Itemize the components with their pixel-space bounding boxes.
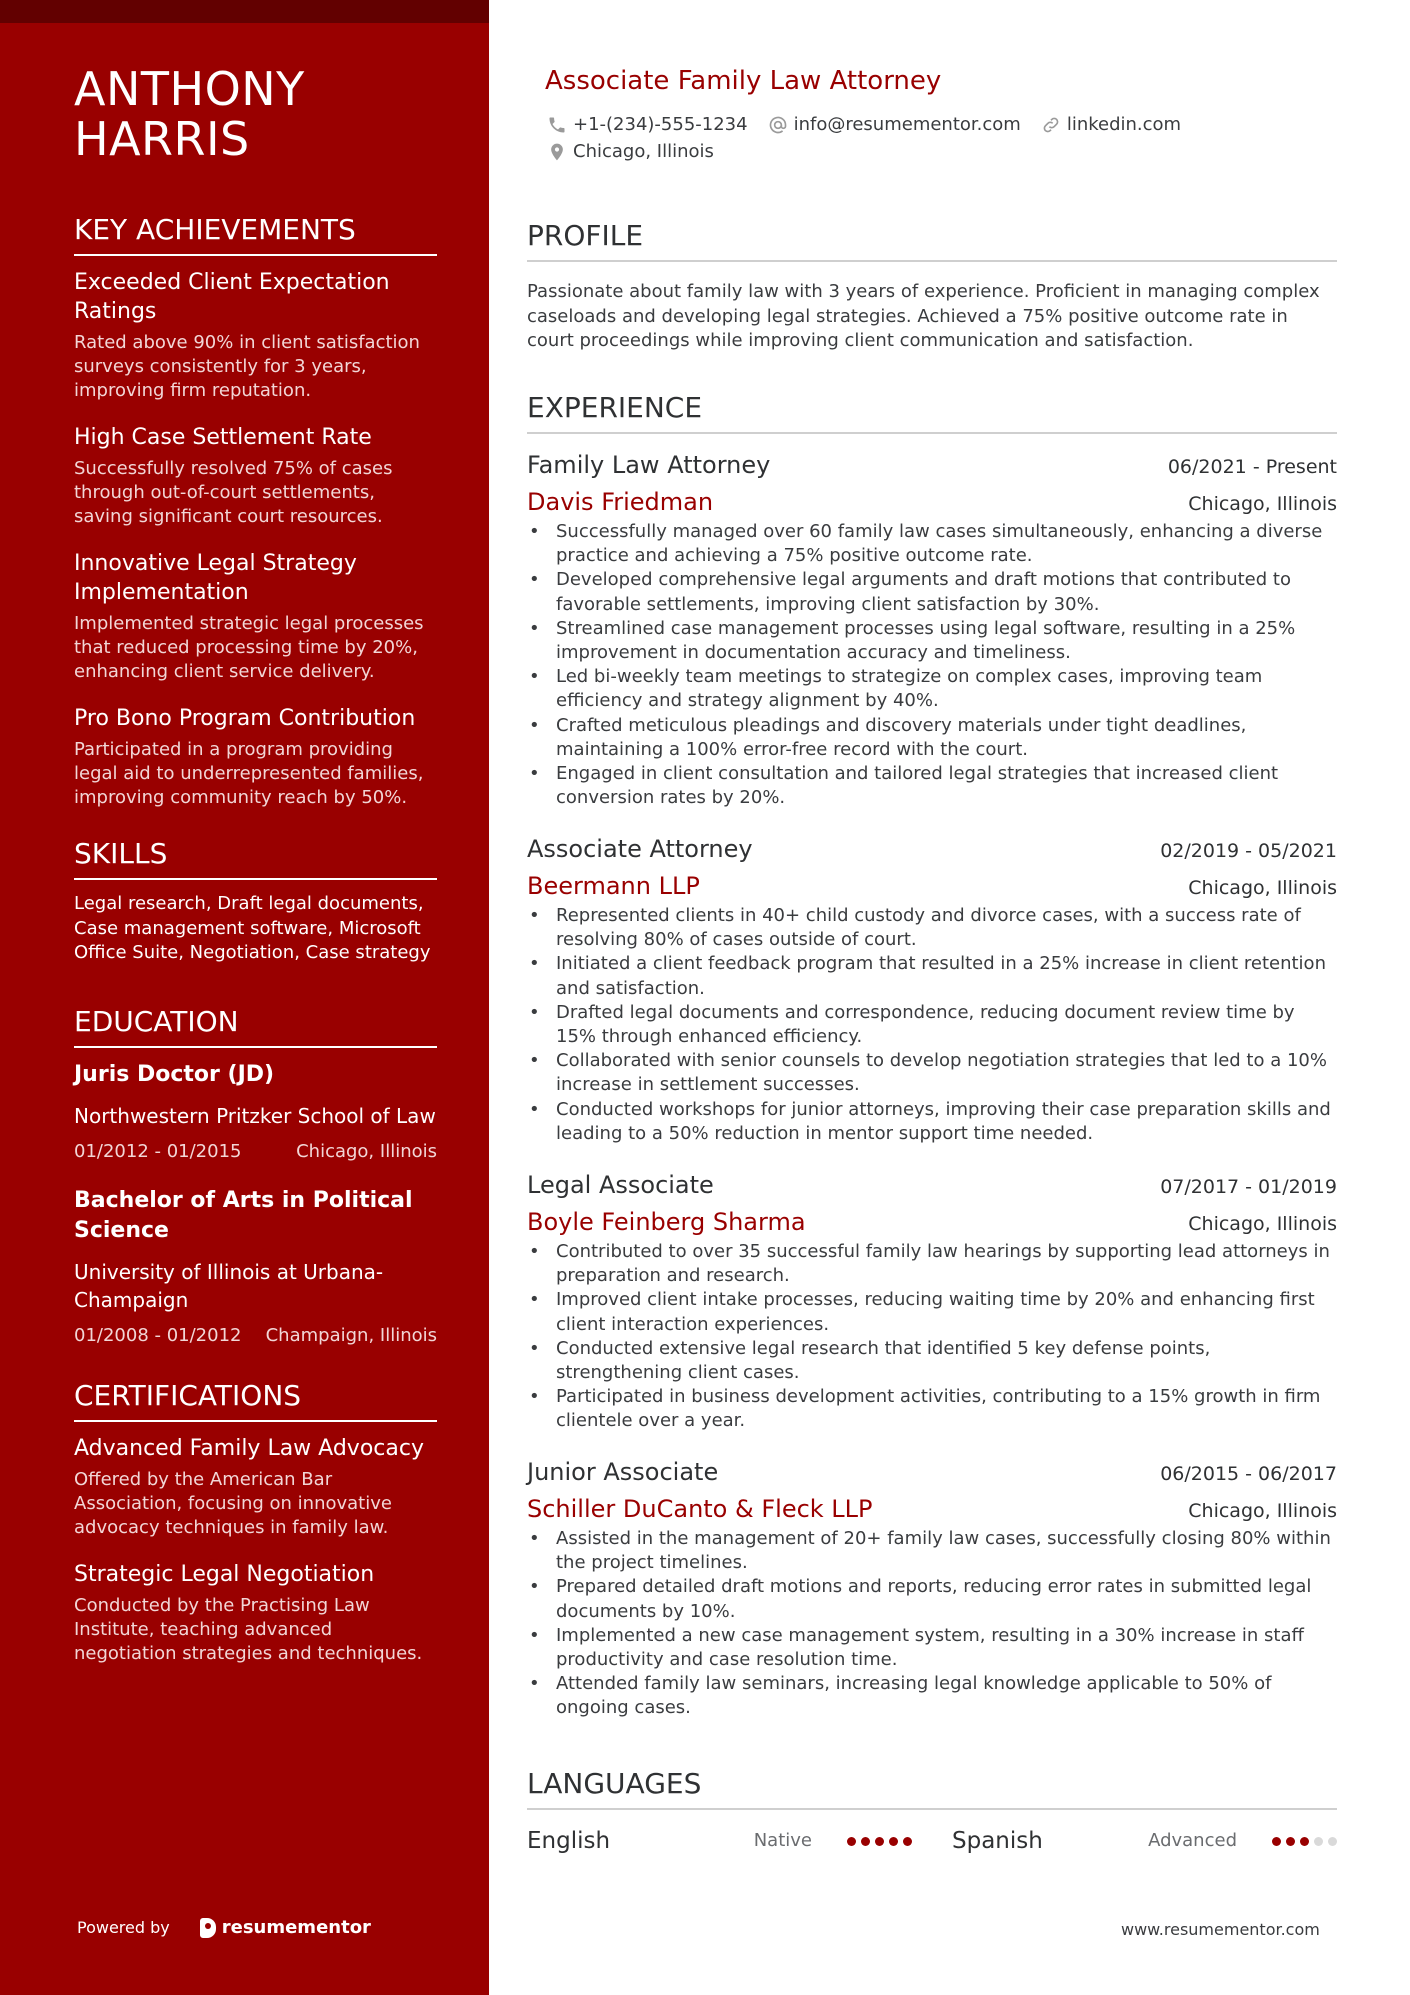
powered-by-label: Powered by — [77, 1918, 170, 1937]
achievement-desc: Implemented strategic legal processes that reduced processing time by 20%, enhancing client service delivery. — [74, 613, 424, 682]
education-location: Chicago, Illinois — [296, 1140, 437, 1162]
language-item — [527, 1826, 912, 1856]
language-level: Advanced — [1148, 1830, 1237, 1851]
name-line-1: ANTHONY — [74, 62, 305, 116]
achievement-title: Pro Bono Program Contribution — [74, 706, 416, 731]
education-dates: 01/2012 - 01/2015 — [74, 1140, 242, 1162]
bullet-item: • Drafted legal documents and correspondence, reducing document review time by 15% through enhanced efficiency. — [527, 1001, 1337, 1049]
name-line-2: HARRIS — [74, 112, 250, 166]
languages-row — [527, 1826, 1337, 1856]
rating-dot-filled — [1286, 1837, 1295, 1846]
job-company: Boyle Feinberg Sharma — [527, 1208, 806, 1236]
rating-dot-filled — [889, 1837, 898, 1846]
job-bullets — [527, 1240, 1337, 1434]
job-location: Chicago, Illinois — [1188, 877, 1337, 899]
bullet-item: • Initiated a client feedback program that resulted in a 25% increase in client retention and satisfaction. — [527, 952, 1337, 1000]
location-text: Chicago, Illinois — [573, 141, 714, 162]
certification-title: Advanced Family Law Advocacy — [74, 1435, 424, 1461]
bullet-item: • Contributed to over 35 successful family law hearings by supporting lead attorneys in preparation and research. — [527, 1240, 1337, 1288]
skills-list: Legal research, Draft legal documents, Case management software, Microsoft Office Suite, Negotiation, Case strategy — [74, 893, 431, 963]
phone-icon — [547, 115, 567, 135]
language-name: Spanish — [952, 1828, 1043, 1854]
achievement-item — [74, 423, 437, 529]
contact-phone[interactable] — [547, 113, 748, 137]
job-dates: 06/2021 - Present — [1167, 456, 1337, 478]
bullet-item: • Crafted meticulous pleadings and discovery materials under tight deadlines, maintaining a 100% error-free record with the court. — [527, 714, 1337, 762]
job-dates: 06/2015 - 06/2017 — [1160, 1463, 1337, 1485]
language-item — [952, 1826, 1337, 1856]
bullet-item: • Prepared detailed draft motions and reports, reducing error rates in submitted legal documents by 10%. — [527, 1575, 1337, 1623]
bullet-item: • Collaborated with senior counsels to develop negotiation strategies that led to a 10% increase in settlement successes. — [527, 1049, 1337, 1097]
job-dates: 02/2019 - 05/2021 — [1160, 840, 1337, 862]
profile-heading: PROFILE — [527, 218, 1337, 262]
job-location: Chicago, Illinois — [1188, 493, 1337, 515]
education-meta — [74, 1140, 437, 1164]
achievements-heading: KEY ACHIEVEMENTS — [74, 212, 437, 256]
contact-row-2 — [547, 140, 734, 164]
job-role: Legal Associate — [527, 1171, 714, 1199]
linkedin-text: linkedin.com — [1066, 114, 1182, 135]
certification-desc: Conducted by the Practising Law Institute, teaching advanced negotiation strategies and techniques. — [74, 1594, 423, 1664]
certification-item — [74, 1560, 437, 1666]
job-role: Family Law Attorney — [527, 451, 771, 479]
bullet-item: • Developed comprehensive legal arguments and draft motions that contributed to favorable settlements, improving client satisfaction by 30%. — [527, 568, 1337, 616]
language-rating — [1267, 1837, 1337, 1846]
link-icon — [1041, 115, 1061, 135]
contact-linkedin[interactable] — [1041, 113, 1181, 137]
job-bullets — [527, 904, 1337, 1146]
experience-item — [527, 449, 1337, 810]
bullet-item: • Improved client intake processes, reducing waiting time by 20% and enhancing first client interaction experiences. — [527, 1288, 1337, 1336]
profile-text: Passionate about family law with 3 years of experience. Proficient in managing complex caseloads and developing legal strategies. Achieved a 75% positive outcome rate in court proceedings while improving client communication and satisfaction. — [527, 281, 1320, 351]
achievement-desc: Successfully resolved 75% of cases through out-of-court settlements, saving significant court resources. — [74, 458, 393, 527]
achievement-title: High Case Settlement Rate — [74, 425, 372, 450]
contact-location — [547, 140, 714, 164]
rating-dot-filled — [1272, 1837, 1281, 1846]
contact-row — [547, 113, 1201, 137]
achievement-title: Innovative Legal Strategy Implementation — [74, 551, 357, 605]
certification-item — [74, 1434, 437, 1540]
experience-item — [527, 1169, 1337, 1434]
contact-email[interactable] — [768, 113, 1021, 137]
job-company: Beermann LLP — [527, 872, 700, 900]
at-icon — [768, 115, 788, 135]
education-heading: EDUCATION — [74, 1004, 437, 1048]
bullet-item: • Participated in business development activities, contributing to a 15% growth in firm clientele over a year. — [527, 1385, 1337, 1433]
achievement-desc: Rated above 90% in client satisfaction surveys consistently for 3 years, improving firm reputation. — [74, 332, 420, 401]
education-location: Champaign, Illinois — [265, 1324, 437, 1346]
education-degree: Juris Doctor (JD) — [74, 1061, 275, 1087]
experience-heading: EXPERIENCE — [527, 390, 1337, 434]
certification-title: Strategic Legal Negotiation — [74, 1561, 375, 1587]
rating-dot-filled — [1300, 1837, 1309, 1846]
language-level: Native — [753, 1830, 812, 1851]
job-title: Associate Family Law Attorney — [545, 66, 942, 96]
experience-item — [527, 833, 1337, 1146]
education-item — [74, 1186, 437, 1348]
job-bullets — [527, 1527, 1337, 1721]
job-role: Junior Associate — [527, 1458, 719, 1486]
achievement-desc: Participated in a program providing legal aid to underrepresented families, improving community reach by 50%. — [74, 739, 424, 808]
education-item — [74, 1060, 437, 1164]
education-school: Northwestern Pritzker School of Law — [74, 1103, 436, 1128]
brand-logo[interactable] — [200, 1916, 371, 1940]
certifications-section — [74, 1378, 437, 1666]
skills-heading: SKILLS — [74, 836, 437, 880]
bullet-item: • Conducted extensive legal research that identified 5 key defense points, strengthening client cases. — [527, 1337, 1337, 1385]
sidebar-content — [74, 64, 437, 1686]
rating-dot-filled — [903, 1837, 912, 1846]
footer-url[interactable]: www.resumementor.com — [1121, 1920, 1320, 1939]
job-role: Associate Attorney — [527, 835, 753, 863]
certification-desc: Offered by the American Bar Association, focusing on innovative advocacy techniques in family law. — [74, 1468, 392, 1538]
job-bullets — [527, 520, 1337, 810]
resumementor-logo-icon — [200, 1918, 216, 1938]
bullet-item: • Streamlined case management processes using legal software, resulting in a 25% improvement in documentation accuracy and timeliness. — [527, 617, 1337, 665]
skills-section — [74, 836, 437, 966]
language-name: English — [527, 1828, 611, 1854]
powered-by — [77, 1916, 371, 1940]
bullet-item: • Engaged in client consultation and tailored legal strategies that increased client conversion rates by 20%. — [527, 762, 1337, 810]
location-pin-icon — [547, 142, 567, 162]
education-school: University of Illinois at Urbana-Champaign — [74, 1259, 384, 1312]
phone-text: +1-(234)-555-1234 — [573, 114, 748, 135]
bullet-item: • Successfully managed over 60 family law cases simultaneously, enhancing a diverse practice and achieving a 75% positive outcome rate. — [527, 520, 1337, 568]
experience-item — [527, 1456, 1337, 1721]
bullet-item: • Conducted workshops for junior attorneys, improving their case preparation skills and leading to a 50% reduction in mentor support time needed. — [527, 1098, 1337, 1146]
rating-dot-filled — [875, 1837, 884, 1846]
rating-dot-empty — [1314, 1837, 1323, 1846]
email-text: info@resumementor.com — [793, 114, 1021, 135]
education-degree: Bachelor of Arts in Political Science — [74, 1187, 413, 1243]
bullet-item: • Assisted in the management of 20+ family law cases, successfully closing 80% within the project timelines. — [527, 1527, 1337, 1575]
job-company: Schiller DuCanto & Fleck LLP — [527, 1495, 873, 1523]
education-section — [74, 1004, 437, 1348]
job-dates: 07/2017 - 01/2019 — [1160, 1176, 1337, 1198]
job-company: Davis Friedman — [527, 488, 714, 516]
bullet-item: • Implemented a new case management system, resulting in a 30% increase in staff productivity and case resolution time. — [527, 1624, 1337, 1672]
rating-dot-filled — [847, 1837, 856, 1846]
sidebar — [0, 0, 489, 1995]
job-location: Chicago, Illinois — [1188, 1213, 1337, 1235]
education-meta — [74, 1324, 437, 1348]
bullet-item: • Represented clients in 40+ child custody and divorce cases, with a success rate of resolving 80% of cases outside of court. — [527, 904, 1337, 952]
language-rating — [842, 1837, 912, 1846]
certifications-heading: CERTIFICATIONS — [74, 1378, 437, 1422]
job-location: Chicago, Illinois — [1188, 1500, 1337, 1522]
bullet-item: • Attended family law seminars, increasing legal knowledge applicable to 50% of ongoing cases. — [527, 1672, 1337, 1720]
bullet-item: • Led bi-weekly team meetings to strategize on complex cases, improving team efficiency and strategy alignment by 40%. — [527, 665, 1337, 713]
sidebar-top-band — [0, 0, 489, 23]
education-dates: 01/2008 - 01/2012 — [74, 1324, 242, 1346]
achievement-item — [74, 549, 437, 684]
brand-name: resumementor — [221, 1917, 371, 1938]
achievement-title: Exceeded Client Expectation Ratings — [74, 270, 390, 324]
rating-dot-empty — [1328, 1837, 1337, 1846]
achievement-item — [74, 704, 437, 810]
achievement-item — [74, 268, 437, 403]
languages-heading: LANGUAGES — [527, 1766, 1337, 1810]
candidate-name — [74, 64, 437, 164]
rating-dot-filled — [861, 1837, 870, 1846]
achievements-section — [74, 212, 437, 810]
